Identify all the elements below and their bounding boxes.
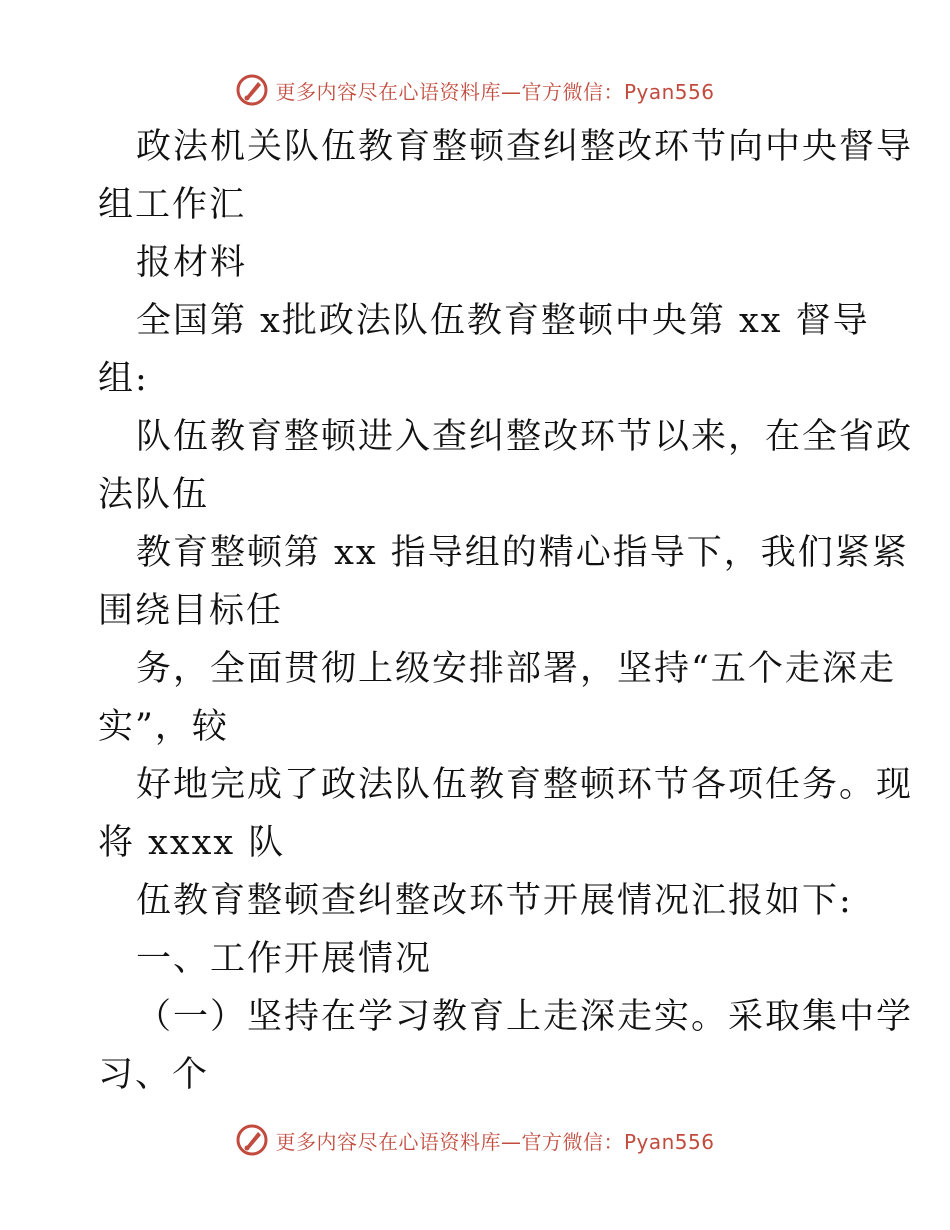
text-line: 政法机关队伍教育整顿查纠整改环节向中央督导 [136,127,914,167]
pen-nib-seal-icon [235,1123,269,1157]
text-line: 组: [98,359,149,399]
header-watermark [0,70,950,110]
watermark-group [235,73,714,107]
pen-nib-seal-icon [235,73,269,107]
text-line: 法队伍 [98,475,210,515]
watermark-text: 更多内容尽在心语资料库—官方微信：Pyan556 [275,79,715,104]
text-line: 实”，较 [98,707,229,747]
text-line: 习、个 [98,1055,210,1095]
text-line: 务，全面贯彻上级安排部署，坚持“五个走深走 [136,649,896,689]
text-line: 围绕目标任 [98,591,284,631]
footer-watermark [0,1120,950,1160]
text-line: 伍教育整顿查纠整改环节开展情况汇报如下: [136,881,853,921]
text-line: 教育整顿第 xx 指导组的精心指导下，我们紧紧 [136,533,909,573]
section-heading: 一、工作开展情况 [136,939,433,979]
watermark-text: 更多内容尽在心语资料库—官方微信：Pyan556 [275,1129,715,1154]
text-line: 好地完成了政法队伍教育整顿环节各项任务。现 [136,765,914,805]
text-line: 全国第 x批政法队伍教育整顿中央第 xx 督导 [136,301,870,341]
text-line: 将 xxxx 队 [98,823,286,863]
watermark-group [235,1123,714,1157]
text-line: （一）坚持在学习教育上走深走实。采取集中学 [136,997,914,1037]
text-line: 报材料 [136,243,248,283]
text-line: 队伍教育整顿进入查纠整改环节以来，在全省政 [136,417,914,457]
text-line: 组工作汇 [98,185,247,225]
document-body [98,118,914,1104]
